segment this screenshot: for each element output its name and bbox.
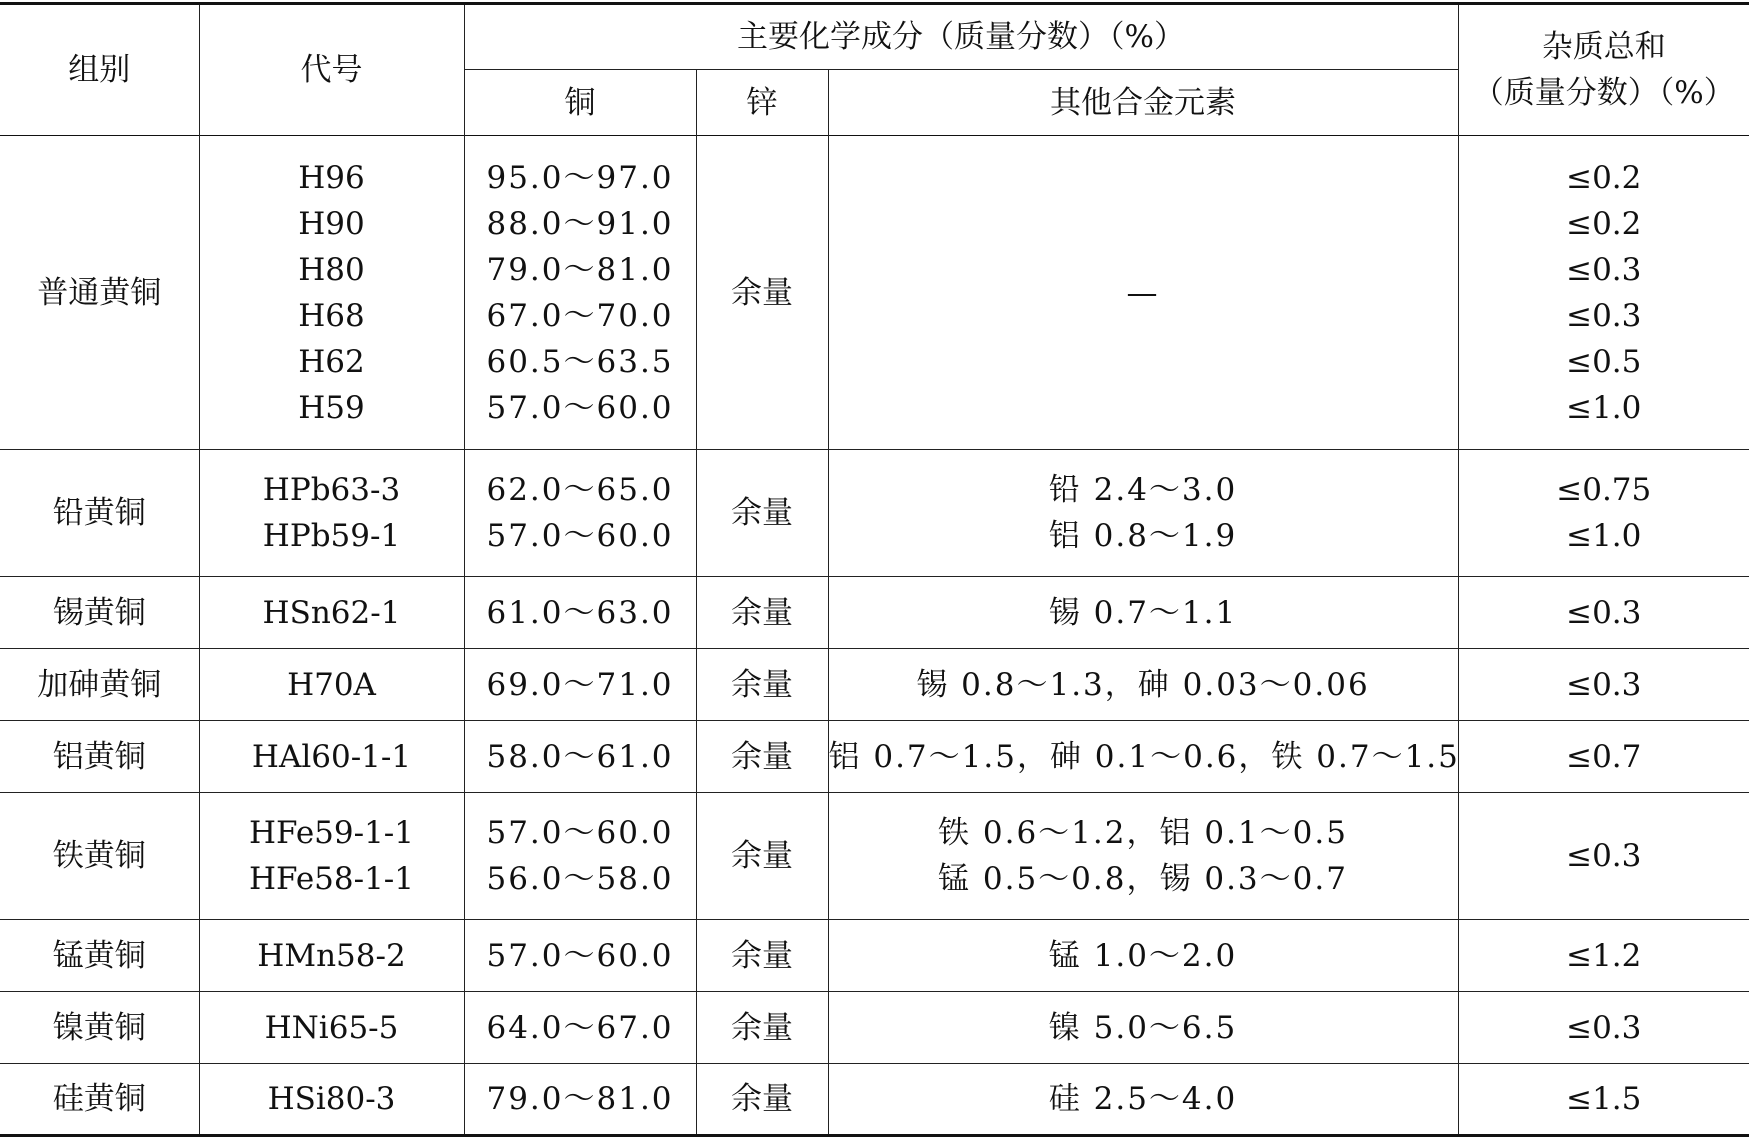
cell-copper: [464, 992, 696, 1064]
cell-copper-line: 88.0～91.0: [465, 201, 696, 247]
cell-zinc: 余量: [696, 1064, 828, 1136]
header-code: 代号: [199, 4, 464, 136]
cell-other-elements: [828, 1064, 1458, 1136]
cell-impurity-line: ≤0.3: [1459, 590, 1749, 636]
cell-other-elements-line: 硅 2.5～4.0: [829, 1076, 1458, 1122]
cell-zinc: 余量: [696, 920, 828, 992]
cell-zinc: 余量: [696, 577, 828, 649]
cell-group: 锰黄铜: [0, 920, 199, 992]
cell-zinc: 余量: [696, 450, 828, 577]
cell-code-line: H80: [200, 247, 464, 293]
cell-code: [199, 793, 464, 920]
cell-other-elements-line: —: [829, 270, 1458, 316]
cell-other-elements: [828, 721, 1458, 793]
cell-other-elements-line: 锡 0.7～1.1: [829, 590, 1458, 636]
cell-copper-line: 79.0～81.0: [465, 247, 696, 293]
cell-copper-line: 57.0～60.0: [465, 933, 696, 979]
cell-copper: [464, 793, 696, 920]
cell-impurity-line: ≤0.5: [1459, 339, 1749, 385]
cell-code-line: H70A: [200, 662, 464, 708]
cell-impurity-line: ≤0.2: [1459, 155, 1749, 201]
cell-group: 硅黄铜: [0, 1064, 199, 1136]
header-other-elements: 其他合金元素: [828, 70, 1458, 136]
cell-copper-line: 58.0～61.0: [465, 734, 696, 780]
cell-copper-line: 56.0～58.0: [465, 856, 696, 902]
cell-zinc: 余量: [696, 721, 828, 793]
cell-code-line: HMn58-2: [200, 933, 464, 979]
table-row: [0, 920, 1749, 992]
table-row: [0, 649, 1749, 721]
cell-zinc: 余量: [696, 649, 828, 721]
header-group: 组别: [0, 4, 199, 136]
table-row: [0, 721, 1749, 793]
cell-impurity-line: ≤0.3: [1459, 662, 1749, 708]
cell-copper-line: 62.0～65.0: [465, 467, 696, 513]
cell-code-line: HSi80-3: [200, 1076, 464, 1122]
cell-impurity-line: ≤0.3: [1459, 247, 1749, 293]
cell-other-elements-line: 铅 2.4～3.0: [829, 467, 1458, 513]
cell-copper-line: 95.0～97.0: [465, 155, 696, 201]
cell-code-line: HFe58-1-1: [200, 856, 464, 902]
table-row: [0, 450, 1749, 577]
cell-copper-line: 57.0～60.0: [465, 810, 696, 856]
cell-code-line: HFe59-1-1: [200, 810, 464, 856]
table-row: [0, 793, 1749, 920]
cell-copper: [464, 721, 696, 793]
cell-impurity-line: ≤0.3: [1459, 293, 1749, 339]
cell-zinc: 余量: [696, 136, 828, 450]
cell-copper-line: 57.0～60.0: [465, 385, 696, 431]
cell-copper-line: 64.0～67.0: [465, 1005, 696, 1051]
cell-copper-line: 57.0～60.0: [465, 513, 696, 559]
cell-other-elements-line: 铝 0.8～1.9: [829, 513, 1458, 559]
cell-code: [199, 920, 464, 992]
cell-other-elements: [828, 450, 1458, 577]
cell-impurity: [1458, 450, 1749, 577]
cell-copper: [464, 920, 696, 992]
cell-group: 镍黄铜: [0, 992, 199, 1064]
cell-other-elements-line: 铝 0.7～1.5，砷 0.1～0.6，铁 0.7～1.5: [829, 734, 1458, 780]
cell-copper-line: 67.0～70.0: [465, 293, 696, 339]
cell-other-elements-line: 锰 1.0～2.0: [829, 933, 1458, 979]
table-row: [0, 577, 1749, 649]
cell-group: 铝黄铜: [0, 721, 199, 793]
table-body: [0, 136, 1749, 1136]
header-copper: 铜: [464, 70, 696, 136]
cell-copper: [464, 1064, 696, 1136]
cell-impurity-line: ≤1.0: [1459, 513, 1749, 559]
cell-impurity: [1458, 649, 1749, 721]
cell-code: [199, 721, 464, 793]
table-row: [0, 136, 1749, 450]
cell-code: [199, 136, 464, 450]
cell-code-line: HNi65-5: [200, 1005, 464, 1051]
cell-other-elements: [828, 992, 1458, 1064]
cell-group: 锡黄铜: [0, 577, 199, 649]
cell-group: 加砷黄铜: [0, 649, 199, 721]
cell-group: 普通黄铜: [0, 136, 199, 450]
cell-other-elements-line: 锡 0.8～1.3，砷 0.03～0.06: [829, 662, 1458, 708]
cell-other-elements-line: 锰 0.5～0.8，锡 0.3～0.7: [829, 856, 1458, 902]
cell-code: [199, 649, 464, 721]
cell-impurity: [1458, 721, 1749, 793]
cell-impurity: [1458, 136, 1749, 450]
cell-impurity: [1458, 920, 1749, 992]
header-main-composition: 主要化学成分（质量分数）（%）: [464, 4, 1458, 70]
table-row: [0, 992, 1749, 1064]
cell-code: [199, 450, 464, 577]
table-header: [0, 4, 1749, 136]
cell-impurity-line: ≤0.75: [1459, 467, 1749, 513]
cell-impurity-line: ≤0.3: [1459, 833, 1749, 879]
cell-code-line: H96: [200, 155, 464, 201]
header-impurity-line1: 杂质总和: [1459, 24, 1749, 70]
table-row: [0, 1064, 1749, 1136]
cell-other-elements: [828, 136, 1458, 450]
cell-code-line: HPb63-3: [200, 467, 464, 513]
cell-code-line: H62: [200, 339, 464, 385]
cell-code-line: H68: [200, 293, 464, 339]
cell-other-elements-line: 铁 0.6～1.2，铝 0.1～0.5: [829, 810, 1458, 856]
cell-impurity-line: ≤0.2: [1459, 201, 1749, 247]
cell-code: [199, 577, 464, 649]
cell-impurity-line: ≤1.5: [1459, 1076, 1749, 1122]
cell-code-line: HAl60-1-1: [200, 734, 464, 780]
cell-code-line: H59: [200, 385, 464, 431]
cell-other-elements-line: 镍 5.0～6.5: [829, 1005, 1458, 1051]
cell-copper: [464, 577, 696, 649]
cell-code-line: HSn62-1: [200, 590, 464, 636]
cell-other-elements: [828, 793, 1458, 920]
cell-copper: [464, 450, 696, 577]
header-impurity: [1458, 4, 1749, 136]
cell-impurity-line: ≤0.3: [1459, 1005, 1749, 1051]
brass-composition-table: [0, 2, 1749, 1137]
header-impurity-line2: （质量分数）（%）: [1459, 70, 1749, 116]
cell-copper: [464, 136, 696, 450]
cell-impurity: [1458, 1064, 1749, 1136]
cell-copper-line: 60.5～63.5: [465, 339, 696, 385]
cell-zinc: 余量: [696, 992, 828, 1064]
cell-impurity: [1458, 577, 1749, 649]
cell-code: [199, 992, 464, 1064]
cell-impurity: [1458, 793, 1749, 920]
cell-other-elements: [828, 577, 1458, 649]
cell-group: 铁黄铜: [0, 793, 199, 920]
cell-zinc: 余量: [696, 793, 828, 920]
cell-code-line: HPb59-1: [200, 513, 464, 559]
cell-copper-line: 79.0～81.0: [465, 1076, 696, 1122]
cell-copper-line: 69.0～71.0: [465, 662, 696, 708]
cell-code-line: H90: [200, 201, 464, 247]
cell-impurity: [1458, 992, 1749, 1064]
cell-impurity-line: ≤1.0: [1459, 385, 1749, 431]
cell-impurity-line: ≤1.2: [1459, 933, 1749, 979]
cell-other-elements: [828, 920, 1458, 992]
cell-copper-line: 61.0～63.0: [465, 590, 696, 636]
cell-copper: [464, 649, 696, 721]
cell-impurity-line: ≤0.7: [1459, 734, 1749, 780]
cell-group: 铅黄铜: [0, 450, 199, 577]
cell-code: [199, 1064, 464, 1136]
header-zinc: 锌: [696, 70, 828, 136]
cell-other-elements: [828, 649, 1458, 721]
